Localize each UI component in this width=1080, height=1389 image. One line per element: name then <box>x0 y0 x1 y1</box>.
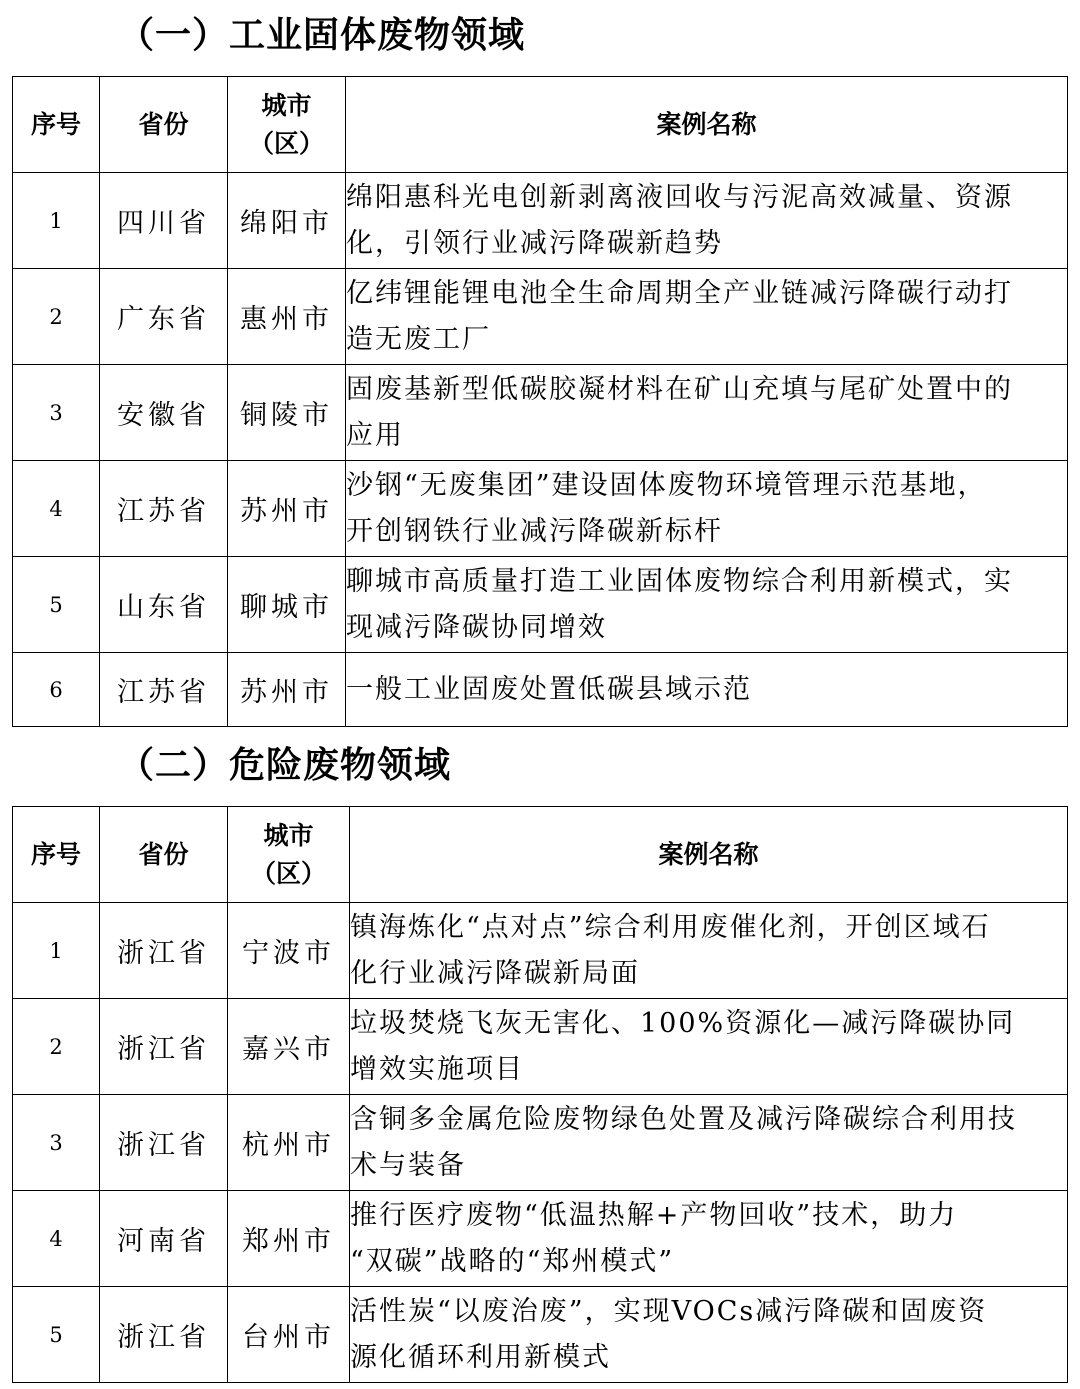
row-case-name <box>350 1191 1068 1287</box>
row-city: 台州市 <box>228 1287 350 1383</box>
case-name-line2: 化行业减污降碳新局面 <box>350 957 640 989</box>
row-num: 5 <box>13 1287 100 1383</box>
case-name-line1: 固废基新型低碳胶凝材料在矿山充填与尾矿处置中的 <box>346 373 1013 405</box>
case-name-line1: 含铜多金属危险废物绿色处置及减污降碳综合利用技 <box>350 1103 1017 1135</box>
row-case-name <box>346 461 1068 557</box>
row-num: 4 <box>13 1191 100 1287</box>
row-case-name <box>346 269 1068 365</box>
industrial-solid-waste-table <box>12 76 1068 727</box>
row-city: 苏州市 <box>228 653 346 727</box>
row-province: 浙江省 <box>100 1287 228 1383</box>
header-num: 序号 <box>13 77 100 173</box>
case-name-line1: 活性炭“以废治废”，实现VOCs减污降碳和固废资 <box>350 1295 988 1327</box>
header-province: 省份 <box>100 77 228 173</box>
case-name-line2: 开创钢铁行业减污降碳新标杆 <box>346 515 723 547</box>
case-name-line2: 应用 <box>346 419 404 451</box>
header-city <box>228 77 346 173</box>
table-header-row <box>13 807 1068 903</box>
table-row <box>13 1191 1068 1287</box>
case-name-line2: 术与装备 <box>350 1149 466 1181</box>
case-name-line2: 源化循环利用新模式 <box>350 1341 611 1373</box>
case-name-line1: 一般工业固废处置低碳县域示范 <box>346 673 752 705</box>
case-name-line1: 聊城市高质量打造工业固体废物综合利用新模式，实 <box>346 565 1013 597</box>
case-name-line2: 化，引领行业减污降碳新趋势 <box>346 227 723 259</box>
row-province: 江苏省 <box>100 461 228 557</box>
row-case-name <box>346 173 1068 269</box>
case-name-line1: 推行医疗废物“低温热解+产物回收”技术，助力 <box>350 1199 958 1231</box>
row-city: 苏州市 <box>228 461 346 557</box>
section-title-industrial-solid-waste: （一）工业固体废物领域 <box>118 15 526 56</box>
row-province: 浙江省 <box>100 999 228 1095</box>
case-name-line1: 亿纬锂能锂电池全生命周期全产业链减污降碳行动打 <box>346 277 1013 309</box>
header-case-name: 案例名称 <box>346 77 1068 173</box>
case-name-line2: 现减污降碳协同增效 <box>346 611 607 643</box>
row-province: 河南省 <box>100 1191 228 1287</box>
row-num: 3 <box>13 365 100 461</box>
row-city: 铜陵市 <box>228 365 346 461</box>
header-num: 序号 <box>13 807 100 903</box>
row-num: 5 <box>13 557 100 653</box>
section-title-hazardous-waste: （二）危险废物领域 <box>118 745 452 786</box>
row-case-name <box>350 999 1068 1095</box>
table-row <box>13 365 1068 461</box>
row-case-name <box>350 1095 1068 1191</box>
case-name-line1: 绵阳惠科光电创新剥离液回收与污泥高效减量、资源 <box>346 181 1013 213</box>
row-city: 聊城市 <box>228 557 346 653</box>
row-city: 宁波市 <box>228 903 350 999</box>
row-case-name <box>350 1287 1068 1383</box>
row-province: 安徽省 <box>100 365 228 461</box>
header-province: 省份 <box>100 807 228 903</box>
table-row <box>13 653 1068 727</box>
table-header-row <box>13 77 1068 173</box>
header-case-name: 案例名称 <box>350 807 1068 903</box>
row-province: 广东省 <box>100 269 228 365</box>
row-num: 3 <box>13 1095 100 1191</box>
header-city-line2: （区） <box>248 128 324 158</box>
row-city: 绵阳市 <box>228 173 346 269</box>
row-city: 嘉兴市 <box>228 999 350 1095</box>
case-name-line1: 垃圾焚烧飞灰无害化、100%资源化—减污降碳协同 <box>350 1007 1016 1039</box>
row-num: 2 <box>13 269 100 365</box>
row-province: 浙江省 <box>100 903 228 999</box>
hazardous-waste-table <box>12 806 1068 1383</box>
row-case-name <box>346 653 1068 727</box>
row-province: 浙江省 <box>100 1095 228 1191</box>
table-row <box>13 999 1068 1095</box>
header-city <box>228 807 350 903</box>
table-row <box>13 461 1068 557</box>
row-province: 江苏省 <box>100 653 228 727</box>
row-city: 杭州市 <box>228 1095 350 1191</box>
table-row <box>13 269 1068 365</box>
table-row <box>13 1287 1068 1383</box>
row-province: 四川省 <box>100 173 228 269</box>
row-city: 郑州市 <box>228 1191 350 1287</box>
row-num: 6 <box>13 653 100 727</box>
case-name-line1: 沙钢“无废集团”建设固体废物环境管理示范基地， <box>346 469 987 501</box>
row-num: 1 <box>13 173 100 269</box>
table-row <box>13 903 1068 999</box>
row-case-name <box>346 365 1068 461</box>
table-row <box>13 1095 1068 1191</box>
header-city-line1: 城市 <box>263 820 314 850</box>
row-province: 山东省 <box>100 557 228 653</box>
row-num: 1 <box>13 903 100 999</box>
table-row <box>13 173 1068 269</box>
case-name-line2: 增效实施项目 <box>350 1053 524 1085</box>
header-city-line2: （区） <box>250 858 326 888</box>
case-name-line2: “双碳”战略的“郑州模式” <box>350 1245 675 1277</box>
case-name-line2: 造无废工厂 <box>346 323 491 355</box>
row-num: 4 <box>13 461 100 557</box>
case-name-line1: 镇海炼化“点对点”综合利用废催化剂，开创区域石 <box>350 911 991 943</box>
header-city-line1: 城市 <box>261 90 312 120</box>
row-city: 惠州市 <box>228 269 346 365</box>
row-num: 2 <box>13 999 100 1095</box>
row-case-name <box>350 903 1068 999</box>
table-row <box>13 557 1068 653</box>
row-case-name <box>346 557 1068 653</box>
